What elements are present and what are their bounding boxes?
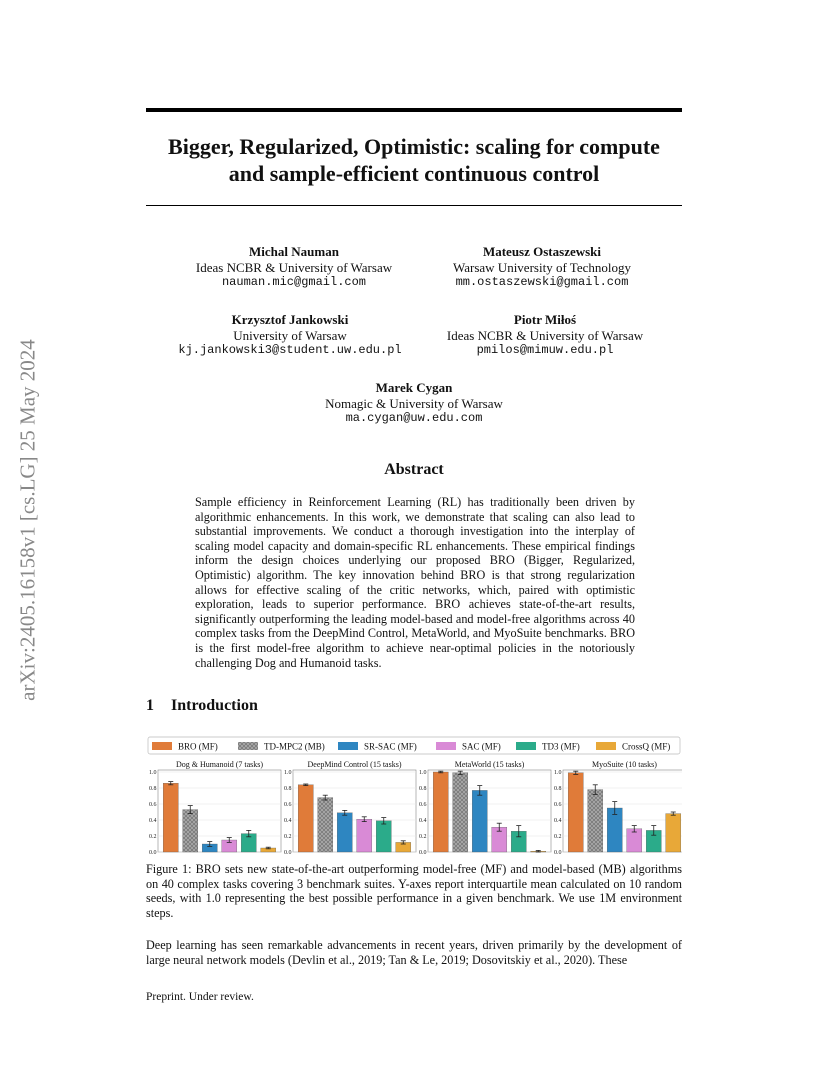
bar bbox=[433, 772, 448, 852]
author-name: Krzysztof Jankowski bbox=[231, 312, 349, 327]
author-name: Mateusz Ostaszewski bbox=[482, 244, 602, 259]
author-affiliation: Ideas NCBR & University of Warsaw bbox=[446, 327, 644, 343]
bar bbox=[298, 785, 313, 852]
bar bbox=[568, 773, 583, 852]
title-rule-bottom bbox=[146, 205, 682, 206]
y-tick-label: 0.4 bbox=[554, 818, 562, 825]
figure-1-chart bbox=[146, 736, 682, 858]
author-email[interactable]: nauman.mic@gmail.com bbox=[221, 275, 367, 289]
legend-label: BRO (MF) bbox=[178, 741, 218, 752]
title-line-2: and sample-efficient continuous control bbox=[228, 161, 600, 186]
chart-panel bbox=[419, 760, 551, 856]
author-affiliation: Nomagic & University of Warsaw bbox=[325, 395, 503, 411]
author-block bbox=[154, 244, 434, 291]
bar bbox=[318, 798, 333, 852]
legend-swatch bbox=[338, 742, 358, 750]
author-name: Michal Nauman bbox=[249, 244, 339, 259]
title-line-1: Bigger, Regularized, Optimistic: scaling for compute bbox=[168, 134, 660, 159]
y-tick-label: 0.8 bbox=[554, 786, 562, 793]
bar bbox=[453, 773, 468, 852]
section-number: 1 bbox=[146, 697, 154, 714]
legend-label: CrossQ (MF) bbox=[622, 741, 671, 752]
legend-label: TD-MPC2 (MB) bbox=[264, 741, 325, 752]
section-title: Introduction bbox=[171, 697, 258, 714]
bar bbox=[376, 821, 391, 852]
legend-swatch bbox=[238, 742, 258, 750]
bar bbox=[472, 790, 487, 852]
y-tick-label: 0.8 bbox=[284, 786, 292, 793]
y-tick-label: 0.6 bbox=[284, 802, 292, 809]
bar bbox=[666, 814, 681, 852]
legend-label: SR-SAC (MF) bbox=[364, 741, 417, 752]
legend-swatch bbox=[516, 742, 536, 750]
legend-swatch bbox=[152, 742, 172, 750]
section-heading bbox=[146, 697, 258, 715]
arxiv-id[interactable]: arXiv:2405.16158v1 [cs.LG] 25 May 2024 bbox=[15, 339, 40, 701]
legend-swatch bbox=[436, 742, 456, 750]
abstract-heading: Abstract bbox=[384, 461, 444, 478]
author-block bbox=[150, 312, 430, 359]
author-name: Piotr Miłoś bbox=[513, 312, 577, 327]
author-affiliation: University of Warsaw bbox=[233, 327, 347, 343]
bar bbox=[357, 819, 372, 852]
y-tick-label: 0.4 bbox=[419, 818, 427, 825]
author-email[interactable]: kj.jankowski3@student.uw.edu.pl bbox=[178, 343, 402, 357]
title-rule-top bbox=[146, 108, 682, 112]
y-tick-label: 0.0 bbox=[554, 850, 562, 857]
author-email[interactable]: pmilos@mimuw.edu.pl bbox=[476, 343, 614, 357]
y-tick-label: 0.2 bbox=[554, 834, 562, 841]
y-tick-label: 0.0 bbox=[284, 850, 292, 857]
author-affiliation: Ideas NCBR & University of Warsaw bbox=[195, 259, 393, 275]
intro-paragraph: Deep learning has seen remarkable advancements in recent years, driven primarily by the development of large neural network models (Devlin et al., 2019; Tan & Le, 2019; Dosovitskiy et al., 2020). These bbox=[146, 938, 682, 967]
panel-title: DeepMind Control (15 tasks) bbox=[307, 760, 402, 769]
author-email[interactable]: mm.ostaszewski@gmail.com bbox=[455, 275, 629, 289]
chart-panel bbox=[284, 760, 416, 856]
footer-note: Preprint. Under review. bbox=[146, 991, 254, 1003]
figure-caption: Figure 1: BRO sets new state-of-the-art outperforming model-free (MF) and model-based (MB) algorithms on 40 complex tasks covering 3 benchmark suites. Y-axes report interquartile mean calculated on 10 random seeds, with 1.0 representing the best possible performance in a given benchmark. We use 1M environment steps. bbox=[146, 862, 682, 920]
author-affiliation: Warsaw University of Technology bbox=[453, 259, 631, 275]
y-tick-label: 0.8 bbox=[149, 786, 157, 793]
y-tick-label: 1.0 bbox=[284, 770, 292, 777]
legend-swatch bbox=[596, 742, 616, 750]
panel-title: MyoSuite (10 tasks) bbox=[592, 760, 657, 769]
y-tick-label: 0.4 bbox=[284, 818, 292, 825]
author-name: Marek Cygan bbox=[375, 380, 453, 395]
y-tick-label: 0.0 bbox=[149, 850, 157, 857]
chart-legend bbox=[148, 737, 680, 754]
paper-title bbox=[146, 133, 682, 187]
author-block bbox=[274, 380, 554, 427]
bar bbox=[337, 813, 352, 852]
y-tick-label: 0.2 bbox=[284, 834, 292, 841]
bar bbox=[183, 810, 198, 852]
panel-title: MetaWorld (15 tasks) bbox=[454, 760, 525, 769]
y-tick-label: 1.0 bbox=[554, 770, 562, 777]
author-block bbox=[405, 312, 685, 359]
bar bbox=[588, 790, 603, 852]
y-tick-label: 0.6 bbox=[554, 802, 562, 809]
bar bbox=[163, 783, 178, 852]
legend-label: TD3 (MF) bbox=[542, 741, 580, 752]
abstract-text: Sample efficiency in Reinforcement Learning (RL) has traditionally been driven by algorithmic enhancements. In this work, we demonstrate that scaling can also lead to substantial improvements. We conduct a thorough investigation into the interplay of scaling model capacity and domain-specific RL enhancements. These empirical findings inform the design choices underlying our proposed BRO (Bigger, Regularized, Optimistic) algorithm. The key innovation behind BRO is that strong regularization allows for effective scaling of the critic networks, which, paired with optimistic exploration, leads to superior performance. BRO achieves state-of-the-art results, significantly outperforming the leading model-based and model-free algorithms across 40 complex tasks from the DeepMind Control, MetaWorld, and MyoSuite benchmarks. BRO is the first model-free algorithm to achieve near-optimal policies in the notoriously challenging Dog and Humanoid tasks. bbox=[195, 495, 635, 670]
y-tick-label: 0.2 bbox=[149, 834, 157, 841]
arxiv-sidebar bbox=[8, 280, 48, 760]
y-tick-label: 0.0 bbox=[419, 850, 427, 857]
y-tick-label: 0.2 bbox=[419, 834, 427, 841]
author-email[interactable]: ma.cygan@uw.edu.com bbox=[345, 411, 483, 425]
y-tick-label: 1.0 bbox=[419, 770, 427, 777]
author-block bbox=[402, 244, 682, 291]
y-tick-label: 0.6 bbox=[149, 802, 157, 809]
legend-label: SAC (MF) bbox=[462, 741, 501, 752]
chart-panel bbox=[149, 760, 281, 856]
panel-title: Dog & Humanoid (7 tasks) bbox=[175, 760, 264, 769]
y-tick-label: 0.4 bbox=[149, 818, 157, 825]
y-tick-label: 1.0 bbox=[149, 770, 157, 777]
chart-panel bbox=[554, 760, 682, 856]
y-tick-label: 0.8 bbox=[419, 786, 427, 793]
y-tick-label: 0.6 bbox=[419, 802, 427, 809]
